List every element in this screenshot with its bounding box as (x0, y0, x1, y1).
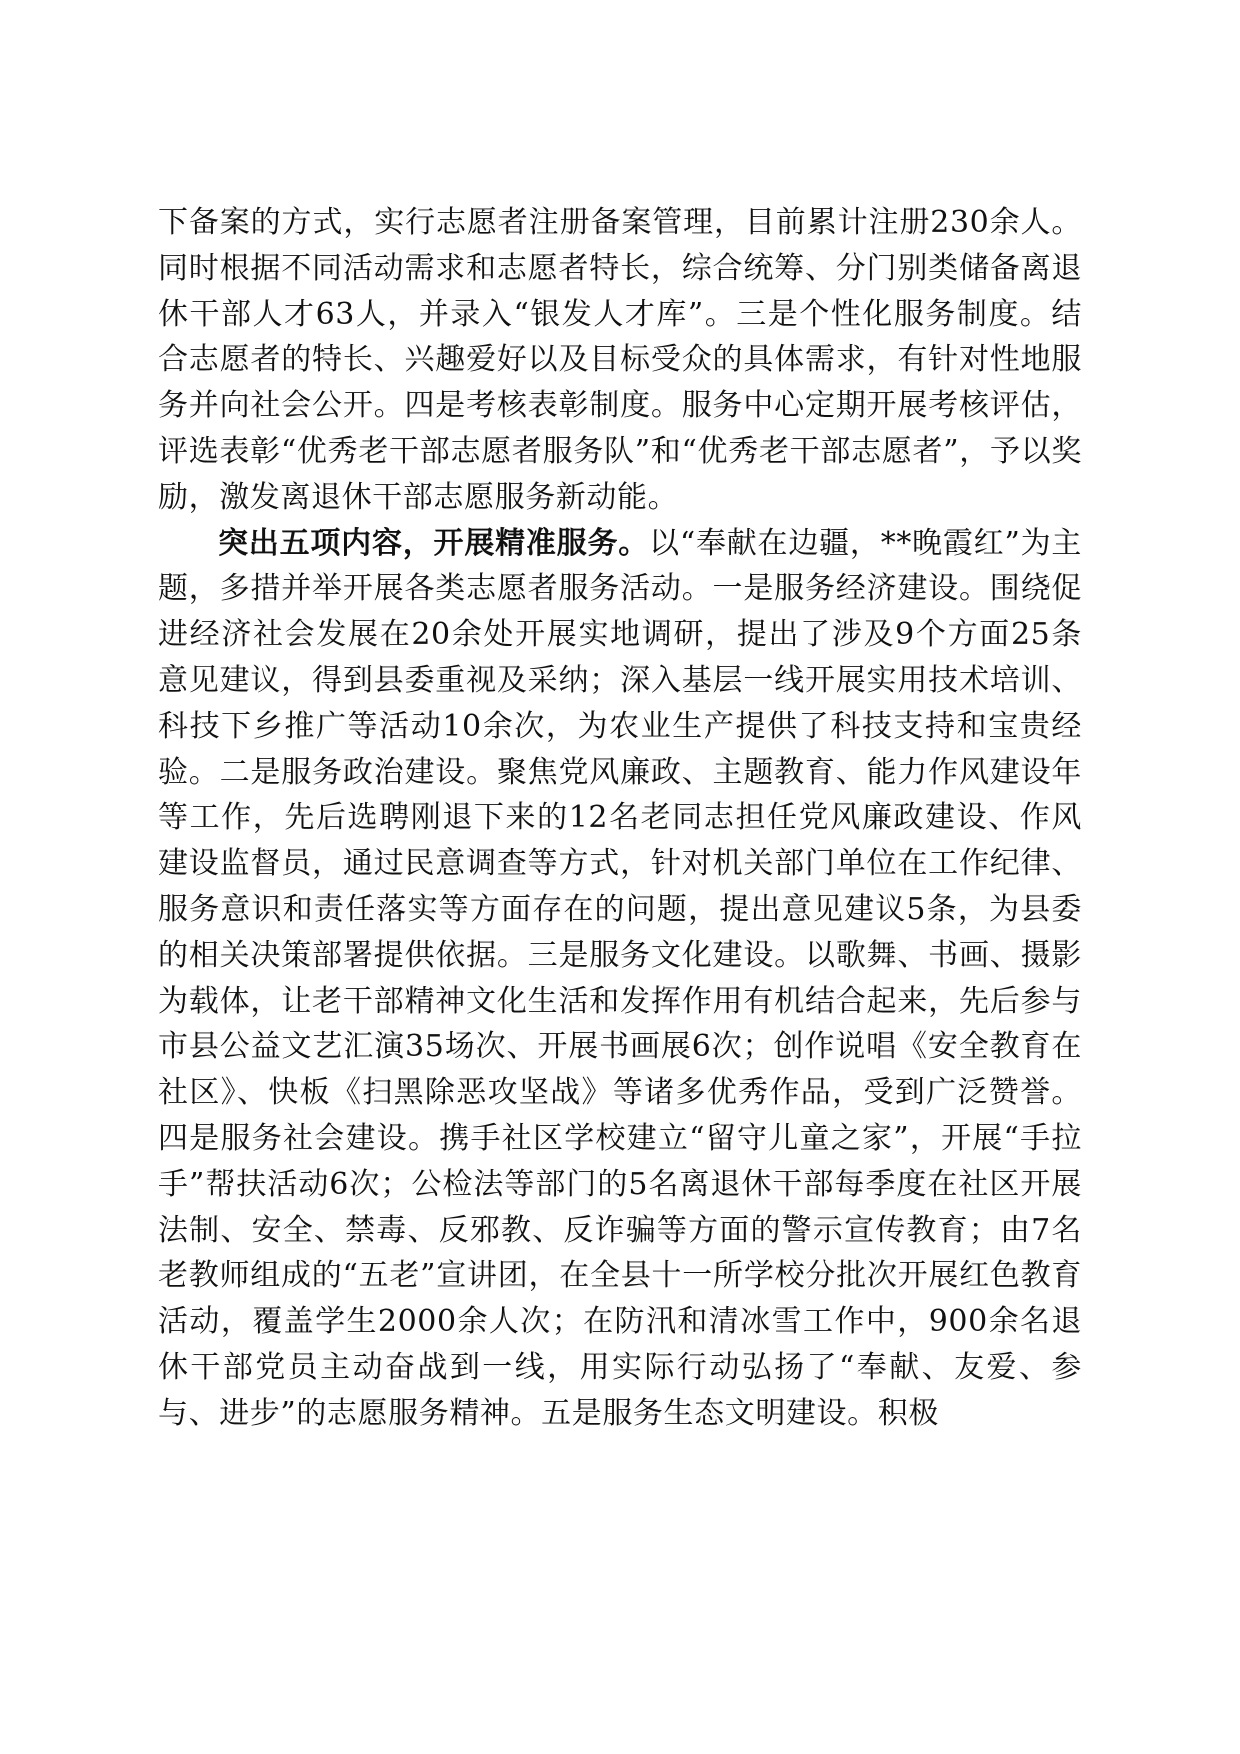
paragraph-text: 以“奉献在边疆，**晚霞红”为主题，多措并举开展各类志愿者服务活动。一是服务经济建设。围绕促进经济社会发展在20余处开展实地调研，提出了涉及9个方面25条意见建议，得到县委重视及采纳；深入基层一线开展实用技术培训、科技下乡推广等活动10余次，为农业生产提供了科技支持和宝贵经验。二是服务政治建设。聚焦党风廉政、主题教育、能力作风建设年等工作，先后选聘刚退下来的12名老同志担任党风廉政建设、作风建设监督员，通过民意调查等方式，针对机关部门单位在工作纪律、服务意识和责任落实等方面存在的问题，提出意见建议5条，为县委的相关决策部署提供依据。三是服务文化建设。以歌舞、书画、摄影为载体，让老干部精神文化生活和发挥作用有机结合起来，先后参与市县公益文艺汇演35场次、开展书画展6次；创作说唱《安全教育在社区》、快板《扫黑除恶攻坚战》等诸多优秀作品，受到广泛赞誉。四是服务社会建设。携手社区学校建立“留守儿童之家”，开展“手拉手”帮扶活动6次；公检法等部门的5名离退休干部每季度在社区开展法制、安全、禁毒、反邪教、反诈骗等方面的警示宣传教育；由7名老教师组成的“五老”宣讲团，在全县十一所学校分批次开展红色教育活动，覆盖学生2000余人次；在防汛和清冰雪工作中，900余名退休干部党员主动奋战到一线，用实际行动弘扬了“奉献、友爱、参与、进步”的志愿服务精神。五是服务生态文明建设。积极 (158, 525, 1082, 1431)
paragraph-five-contents (158, 521, 1082, 1437)
paragraph-text: 下备案的方式，实行志愿者注册备案管理，目前累计注册230余人。同时根据不同活动需求和志愿者特长，综合统筹、分门别类储备离退休干部人才63人，并录入“银发人才库”。三是个性化服务制度。结合志愿者的特长、兴趣爱好以及目标受众的具体需求，有针对性地服务并向社会公开。四是考核表彰制度。服务中心定期开展考核评估，评选表彰“优秀老干部志愿者服务队”和“优秀老干部志愿者”，予以奖励，激发离退休干部志愿服务新动能。 (158, 205, 1082, 515)
paragraph-heading: 突出五项内容，开展精准服务。 (218, 525, 650, 561)
document-body (158, 200, 1082, 1437)
paragraph-continued (158, 200, 1082, 521)
